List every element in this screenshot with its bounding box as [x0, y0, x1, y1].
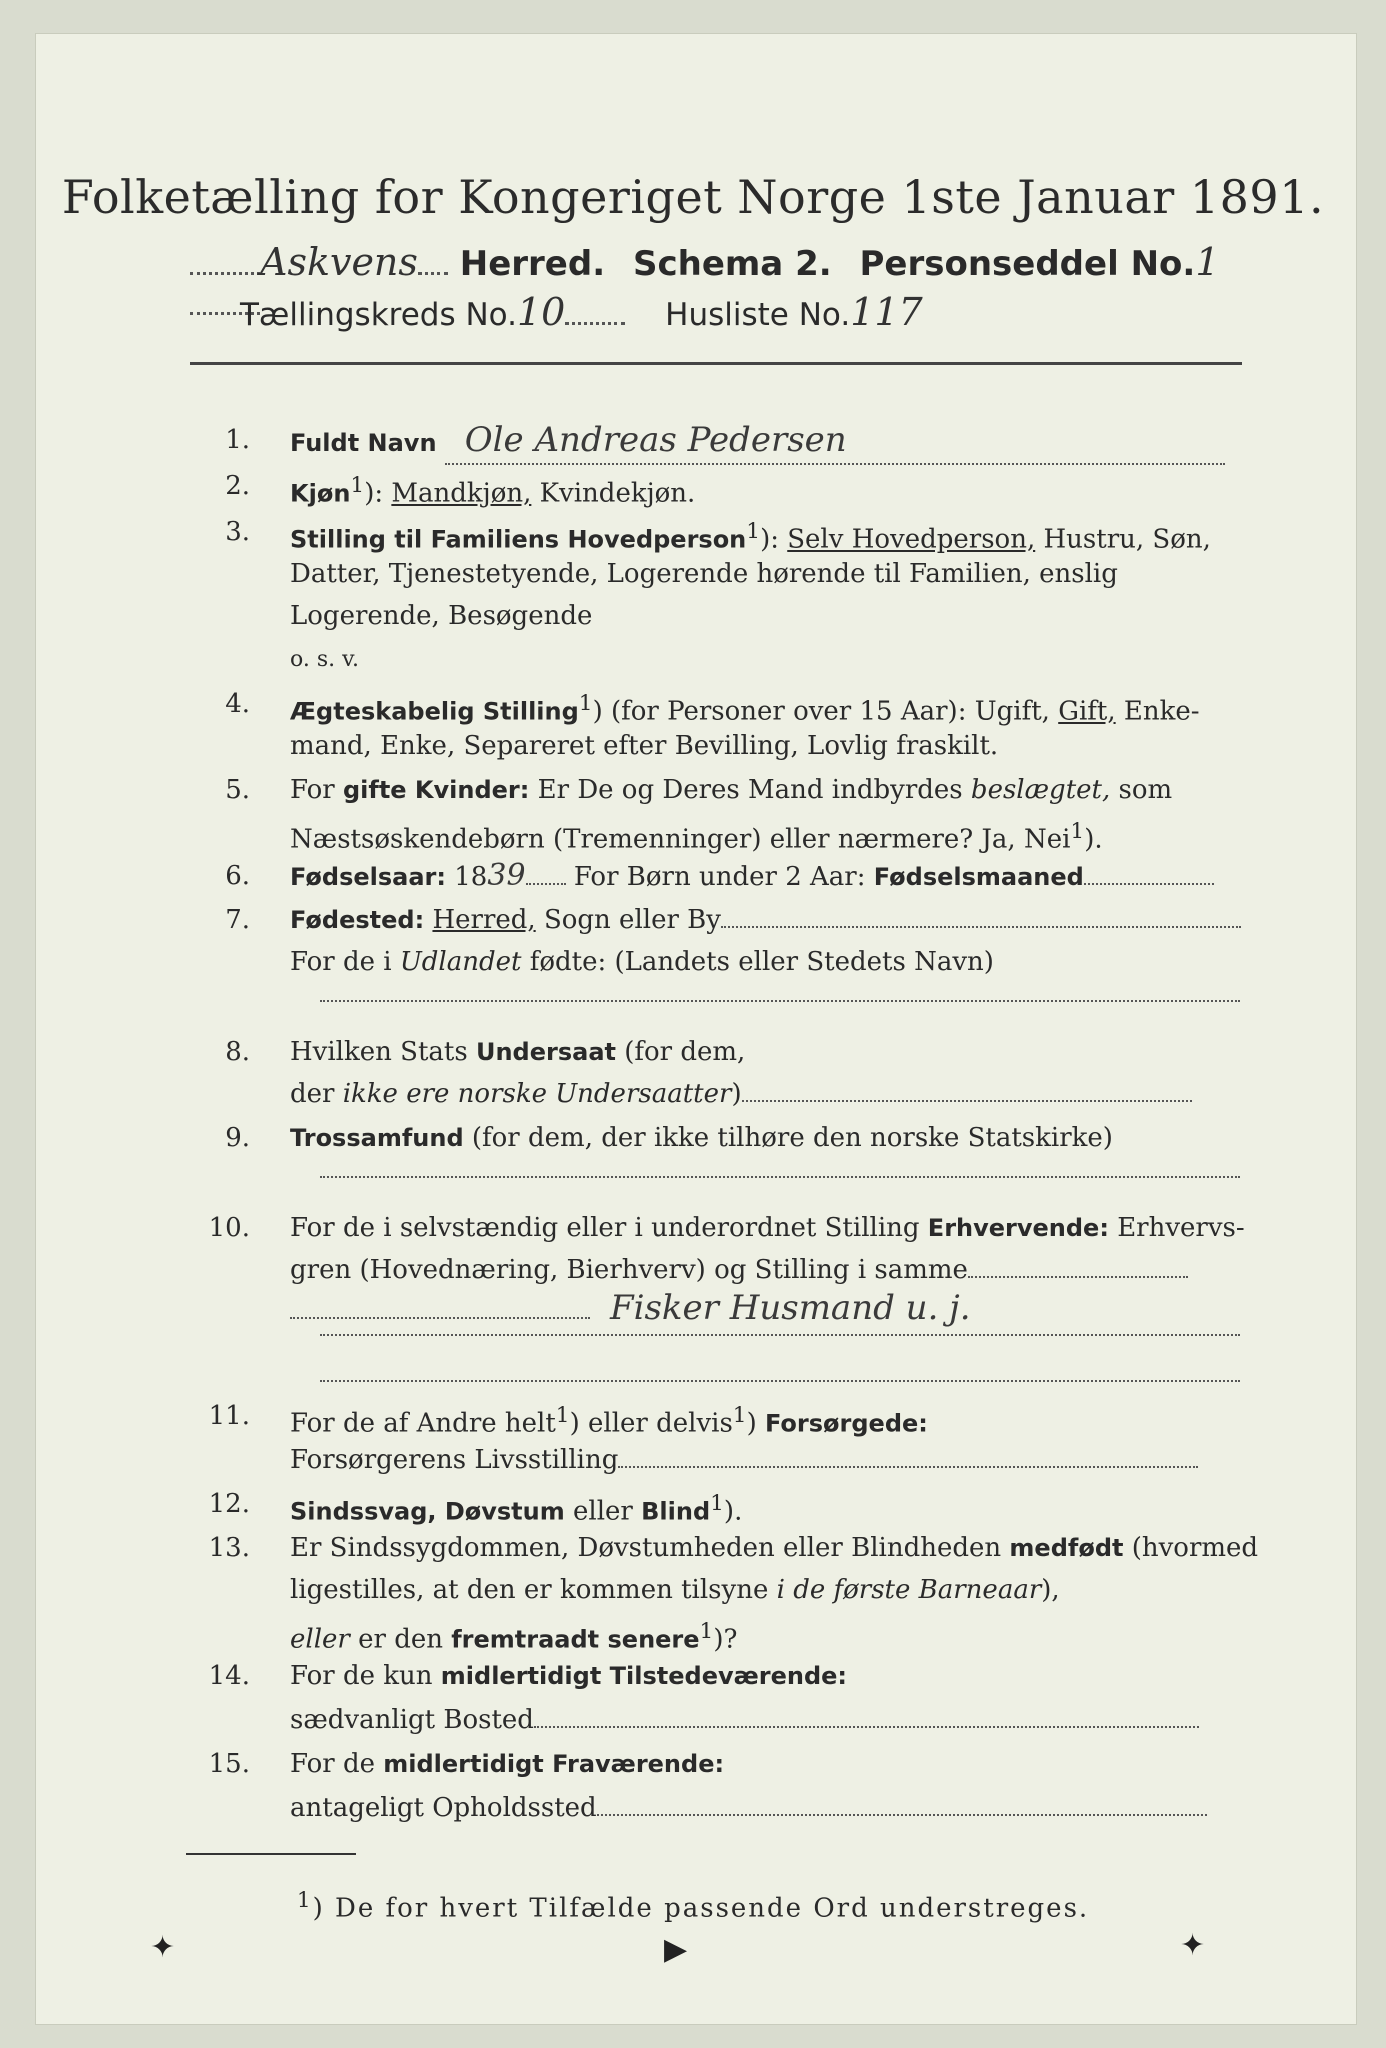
gender-label: Kjøn — [290, 479, 351, 508]
birth-month-question: For Børn under 2 Aar: — [573, 862, 866, 892]
item-number: 15. — [208, 1749, 250, 1779]
congenital-label: medfødt — [1009, 1534, 1124, 1562]
blind-label: Blind — [641, 1497, 711, 1526]
family-position-options-2: Datter, Tjenestetyende, Logerende hørende til Familien, enslig — [290, 559, 1118, 589]
husliste-label: Husliste No. — [665, 297, 851, 333]
later-prefix: er den — [358, 1624, 443, 1655]
birth-year-answer: 39 — [487, 858, 526, 893]
arrow-mark-icon: ▶ — [664, 1932, 688, 1967]
husliste-number: 117 — [850, 290, 923, 334]
kreds-number: 10 — [516, 290, 566, 334]
item-number: 8. — [225, 1037, 250, 1067]
temporary-present-label: midlertidigt Tilstedeværende: — [440, 1662, 848, 1690]
birth-year-label: Fødselsaar: — [290, 863, 446, 891]
birthplace-herred-option: Herred, — [432, 905, 536, 935]
item-number: 14. — [208, 1661, 250, 1691]
answer-line — [320, 1380, 1240, 1382]
footnote-ref: 1 — [578, 691, 593, 716]
married-women-question: Er De og Deres Mand indbyrdes — [537, 775, 963, 805]
eller-word: eller — [290, 1624, 350, 1655]
header-divider — [190, 362, 1242, 365]
footnote-ref: 1 — [350, 473, 365, 498]
citizenship-end: (for dem, — [624, 1037, 746, 1067]
provider-occupation-label: Forsørgerens Livsstilling — [290, 1445, 619, 1475]
personseddel-label: Personseddel No. — [859, 244, 1196, 284]
footnote-divider — [186, 1853, 356, 1855]
footnote — [0, 1888, 1386, 1924]
birth-month-label: Fødselsmaaned — [873, 863, 1084, 891]
probable-residence-label: antageligt Opholdssted — [290, 1793, 597, 1823]
answer-line — [320, 1176, 1240, 1178]
religion-question: (for dem, der ikke tilhøre den norske Statskirke) — [471, 1123, 1113, 1153]
temporary-absent-label: midlertidigt Fraværende: — [383, 1750, 725, 1778]
marital-status-options-2: mand, Enke, Separeret efter Bevilling, Lovlig fraskilt. — [290, 731, 999, 761]
selv-hovedperson-option: Selv Hovedperson, — [787, 524, 1036, 555]
abroad-word: Udlandet — [399, 947, 522, 977]
abroad-prefix: For de i — [290, 947, 392, 977]
usual-residence-label: sædvanligt Bosted — [290, 1705, 534, 1735]
dependents-mid: eller delvis — [588, 1408, 733, 1439]
birthplace-options: Sogn eller By — [543, 905, 721, 935]
temporary-absent-prefix: For de — [290, 1749, 375, 1779]
citizenship-question: ikke ere norske Undersaatter — [342, 1079, 732, 1109]
footnote-ref: 1 — [746, 519, 761, 544]
footnote-ref: 1 — [732, 1403, 747, 1428]
marital-enke-text: Enke- — [1123, 696, 1200, 727]
personseddel-number: 1 — [1195, 240, 1220, 284]
married-women-end: som — [1118, 775, 1173, 805]
marital-status-label: Ægteskabelig Stilling — [290, 697, 579, 726]
item-number: 5. — [225, 775, 250, 805]
marital-gift-option: Gift, — [1058, 696, 1116, 727]
osv-text: o. s. v. — [290, 647, 359, 672]
temporary-present-prefix: For de kun — [290, 1661, 433, 1691]
citizenship-der: der — [290, 1079, 335, 1109]
congenital-question: Er Sindssygdommen, Døvstumheden eller Blindheden — [290, 1533, 1002, 1563]
married-women-prefix: For — [290, 775, 335, 805]
item-number: 4. — [225, 689, 250, 719]
citizenship-prefix: Hvilken Stats — [290, 1037, 468, 1067]
schema-label: Schema 2. — [632, 244, 832, 284]
dependents-prefix: For de af Andre helt — [290, 1408, 556, 1439]
item-number: 10. — [208, 1213, 250, 1243]
footnote-ref: 1 — [699, 1619, 714, 1644]
header-line-kreds — [240, 290, 1292, 334]
birthplace-label: Fødested: — [290, 906, 425, 934]
kreds-label: Tællingskreds No. — [240, 297, 517, 333]
family-position-options-3: Logerende, Besøgende — [290, 601, 593, 631]
herred-label: Herred. — [459, 244, 606, 284]
married-women-label: gifte Kvinder: — [342, 776, 530, 804]
answer-line — [320, 1000, 1240, 1002]
full-name-answer: Ole Andreas Pedersen — [464, 420, 847, 460]
citizenship-label: Undersaat — [475, 1038, 616, 1066]
dependents-label: Forsørgede: — [765, 1409, 928, 1438]
footnote-ref: 1 — [710, 1491, 724, 1516]
birth-year-prefix: 18 — [454, 862, 488, 892]
family-position-options: Hustru, Søn, — [1043, 524, 1211, 555]
footnote-text: ) De for hvert Tilfælde passende Ord understreges. — [312, 1893, 1090, 1924]
item-number: 2. — [225, 471, 250, 501]
related-word: beslægtet, — [970, 775, 1111, 805]
congenital-end: (hvormed — [1131, 1533, 1259, 1563]
gender-male-option: Mandkjøn, — [391, 478, 532, 509]
item-number: 3. — [225, 517, 250, 547]
item-number: 6. — [225, 861, 250, 891]
herred-handwriting: Askvens — [260, 240, 418, 284]
registration-mark-icon: ✦ — [1180, 1928, 1206, 1963]
item-number: 7. — [225, 905, 250, 935]
registration-mark-icon: ✦ — [150, 1930, 176, 1965]
childhood-phrase: i de første Barneaar — [776, 1575, 1042, 1605]
answer-line — [320, 1334, 1240, 1336]
religion-label: Trossamfund — [290, 1124, 464, 1152]
item-number: 13. — [208, 1533, 250, 1563]
later-label: fremtraadt senere — [451, 1625, 700, 1654]
occupation-label: Erhvervende: — [927, 1214, 1109, 1242]
occupation-question-2: gren (Hovednæring, Bierhverv) og Stilling i samme — [290, 1255, 968, 1285]
occupation-answer: Fisker Husmand u. j. — [610, 1288, 971, 1328]
disability-eller: eller — [573, 1496, 633, 1527]
form-title: Folketælling for Kongeriget Norge 1ste Januar 1891. — [61, 170, 1325, 224]
occupation-end: Erhvervs- — [1117, 1213, 1245, 1243]
item-number: 12. — [208, 1489, 250, 1519]
full-name-label: Fuldt Navn — [290, 429, 437, 457]
abroad-question: fødte: (Landets eller Stedets Navn) — [529, 947, 994, 977]
marital-status-text: (for Personer over 15 Aar): Ugift, — [611, 696, 1050, 727]
item-number: 11. — [208, 1401, 250, 1431]
item-number: 9. — [225, 1123, 250, 1153]
footnote-ref: 1 — [1070, 819, 1085, 844]
footnote-marker: 1 — [296, 1888, 313, 1913]
item-number: 1. — [225, 425, 250, 455]
congenital-question-2: ligestilles, at den er kommen tilsyne — [290, 1575, 769, 1605]
married-women-question-2: Næstsøskendebørn (Tremenninger) eller nærmere? Ja, Nei — [290, 824, 1071, 855]
occupation-prefix: For de i selvstændig eller i underordnet Stilling — [290, 1213, 920, 1243]
family-position-label: Stilling til Familiens Hovedperson — [290, 525, 747, 554]
gender-female-option: Kvindekjøn. — [539, 478, 696, 509]
disability-label: Sindssvag, Døvstum — [290, 1497, 565, 1526]
